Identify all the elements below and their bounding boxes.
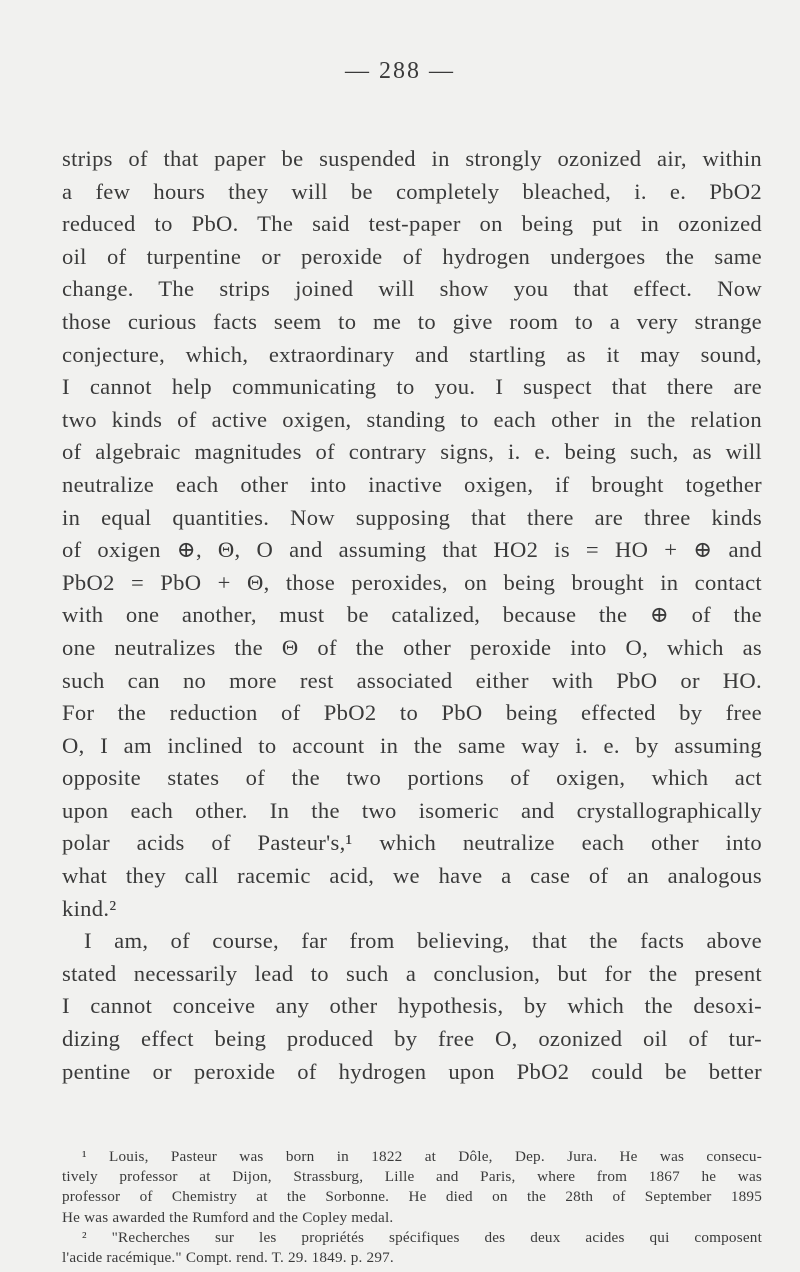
body-line: oil of turpentine or peroxide of hydrogen undergoes the same [62, 243, 762, 269]
body-line: with one another, must be catalized, because the ⊕ of the [62, 602, 762, 628]
body-line: PbO2 = PbO + Θ, those peroxides, on being brought in contact [62, 569, 762, 595]
page-number: — 288 — [345, 58, 455, 84]
body-line: pentine or peroxide of hydrogen upon PbO2 could be better [62, 1058, 762, 1084]
body-line: of algebraic magnitudes of contrary signs, i. e. being such, as will [62, 439, 762, 465]
footnote-line: ¹ Louis, Pasteur was born in 1822 at Dôle, Dep. Jura. He was consecu- [82, 1148, 762, 1165]
body-line: I cannot conceive any other hypothesis, by which the desoxi- [62, 993, 762, 1019]
body-line: I am, of course, far from believing, that the facts above [84, 928, 762, 954]
body-line: what they call racemic acid, we have a case of an analogous [62, 863, 762, 889]
body-line: opposite states of the two portions of oxigen, which act [62, 765, 762, 791]
body-line: dizing effect being produced by free O, ozonized oil of tur- [62, 1026, 762, 1052]
body-line: kind.² [62, 895, 117, 921]
body-line: conjecture, which, extraordinary and startling as it may sound, [62, 341, 762, 367]
body-line: change. The strips joined will show you that effect. Now [62, 276, 762, 302]
body-line: neutralize each other into inactive oxigen, if brought together [62, 471, 762, 497]
footnotes [62, 1147, 762, 1268]
body-line: polar acids of Pasteur's,¹ which neutralize each other into [62, 830, 762, 856]
body-text [62, 143, 762, 1088]
body-line: upon each other. In the two isomeric and crystallographically [62, 797, 762, 823]
footnote-line: ² "Recherches sur les propriétés spécifiques des deux acides qui composent [82, 1228, 762, 1246]
body-line: two kinds of active oxigen, standing to each other in the relation [62, 406, 762, 432]
footnote-line: professor of Chemistry at the Sorbonne. He died on the 28th of September 1895 [62, 1188, 762, 1206]
footnote-line: He was awarded the Rumford and the Copley medal. [62, 1208, 394, 1226]
body-line: those curious facts seem to me to give room to a very strange [62, 308, 762, 334]
body-line: For the reduction of PbO2 to PbO being effected by free [62, 700, 762, 726]
body-line: a few hours they will be completely bleached, i. e. PbO2 [62, 178, 762, 204]
footnote-line: tively professor at Dijon, Strassburg, Lille and Paris, where from 1867 he was [62, 1168, 762, 1186]
body-line: O, I am inclined to account in the same way i. e. by assuming [62, 732, 762, 758]
body-line: of oxigen ⊕, Θ, O and assuming that HO2 is = HO + ⊕ and [62, 537, 762, 563]
footnote-line: l'acide racémique." Compt. rend. T. 29. 1849. p. 297. [62, 1248, 394, 1266]
body-line: I cannot help communicating to you. I suspect that there are [62, 374, 762, 400]
body-line: stated necessarily lead to such a conclusion, but for the present [62, 960, 762, 986]
body-line: such can no more rest associated either with PbO or HO. [62, 667, 762, 693]
body-line: in equal quantities. Now supposing that there are three kinds [62, 504, 762, 530]
body-line: strips of that paper be suspended in strongly ozonized air, within [62, 146, 762, 171]
body-line: reduced to PbO. The said test-paper on being put in ozonized [62, 211, 762, 237]
body-line: one neutralizes the Θ of the other peroxide into O, which as [62, 634, 762, 660]
